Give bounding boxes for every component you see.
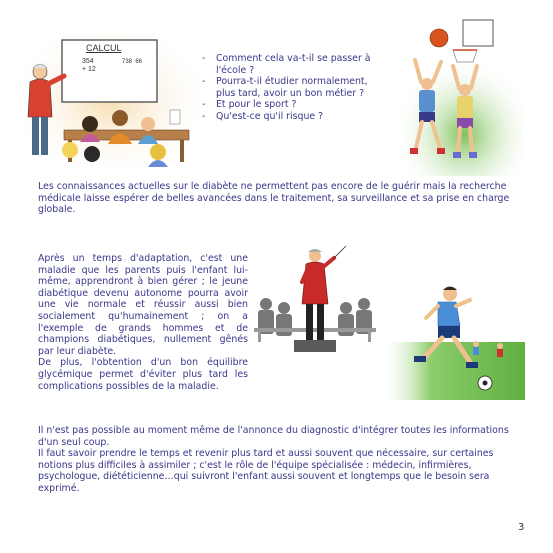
paragraph-text: Après un temps d'adaptation, c'est une maladie que les parents puis l'enfant lui-même, apprendront à bien gérer ; le jeune diabétique devenu autonome pourra avoir une vie normale et réussir aussi bien socialement qu'humainement ; on a l'exemple de grands hommes et de champions diabétiques, nullement gênés par leur diabète. xyxy=(38,253,248,357)
question-item: - Pourra-t-il étudier normalement, plus tard, avoir un bon métier ? xyxy=(202,76,387,99)
soccer-illustration xyxy=(380,280,525,400)
paragraph-text: De plus, l'obtention d'un bon équilibre glycémique permet d'éviter plus tard les complications possibles de la maladie. xyxy=(38,357,248,392)
paragraph-text: Il faut savoir prendre le temps et revenir plus tard et aussi souvent que nécessaire, sur certaines notions plus difficiles à assimiler ; c'est le rôle de l'équipe spécialisée : médecin, infirmières, psychologue, diététicienne…qui suivront l'enfant aussi souvent et longtemps que le besoin sera exprimé. xyxy=(38,448,494,494)
board-sum: 354 + 12 xyxy=(82,58,96,73)
orchestra-illustration xyxy=(250,242,380,360)
paragraph-autonomy xyxy=(38,253,248,392)
question-item: - Et pour le sport ? xyxy=(202,99,387,111)
page-number: 3 xyxy=(518,522,525,533)
classroom-illustration xyxy=(22,32,197,167)
question-item: - Comment cela va-t-il se passer à l'école ? xyxy=(202,53,387,76)
paragraph-text: Les connaissances actuelles sur le diabète ne permettent pas encore de le guérir mais la recherche médicale laisse espérer de belles avancées dans le traitement, sa surveillance et sa prise en charge globale. xyxy=(38,181,510,216)
paragraph-diagnosis xyxy=(38,425,518,495)
board-numbers: 738 66 xyxy=(122,59,143,65)
questions-list xyxy=(202,53,387,123)
basketball-illustration xyxy=(393,16,523,176)
paragraph-text: Il n'est pas possible au moment même de l'annonce du diagnostic d'intégrer toutes les informations d'un seul coup. xyxy=(38,425,509,448)
paragraph-research xyxy=(38,181,518,216)
board-title: CALCUL xyxy=(86,43,122,53)
question-item: - Qu'est-ce qu'il risque ? xyxy=(202,111,387,123)
